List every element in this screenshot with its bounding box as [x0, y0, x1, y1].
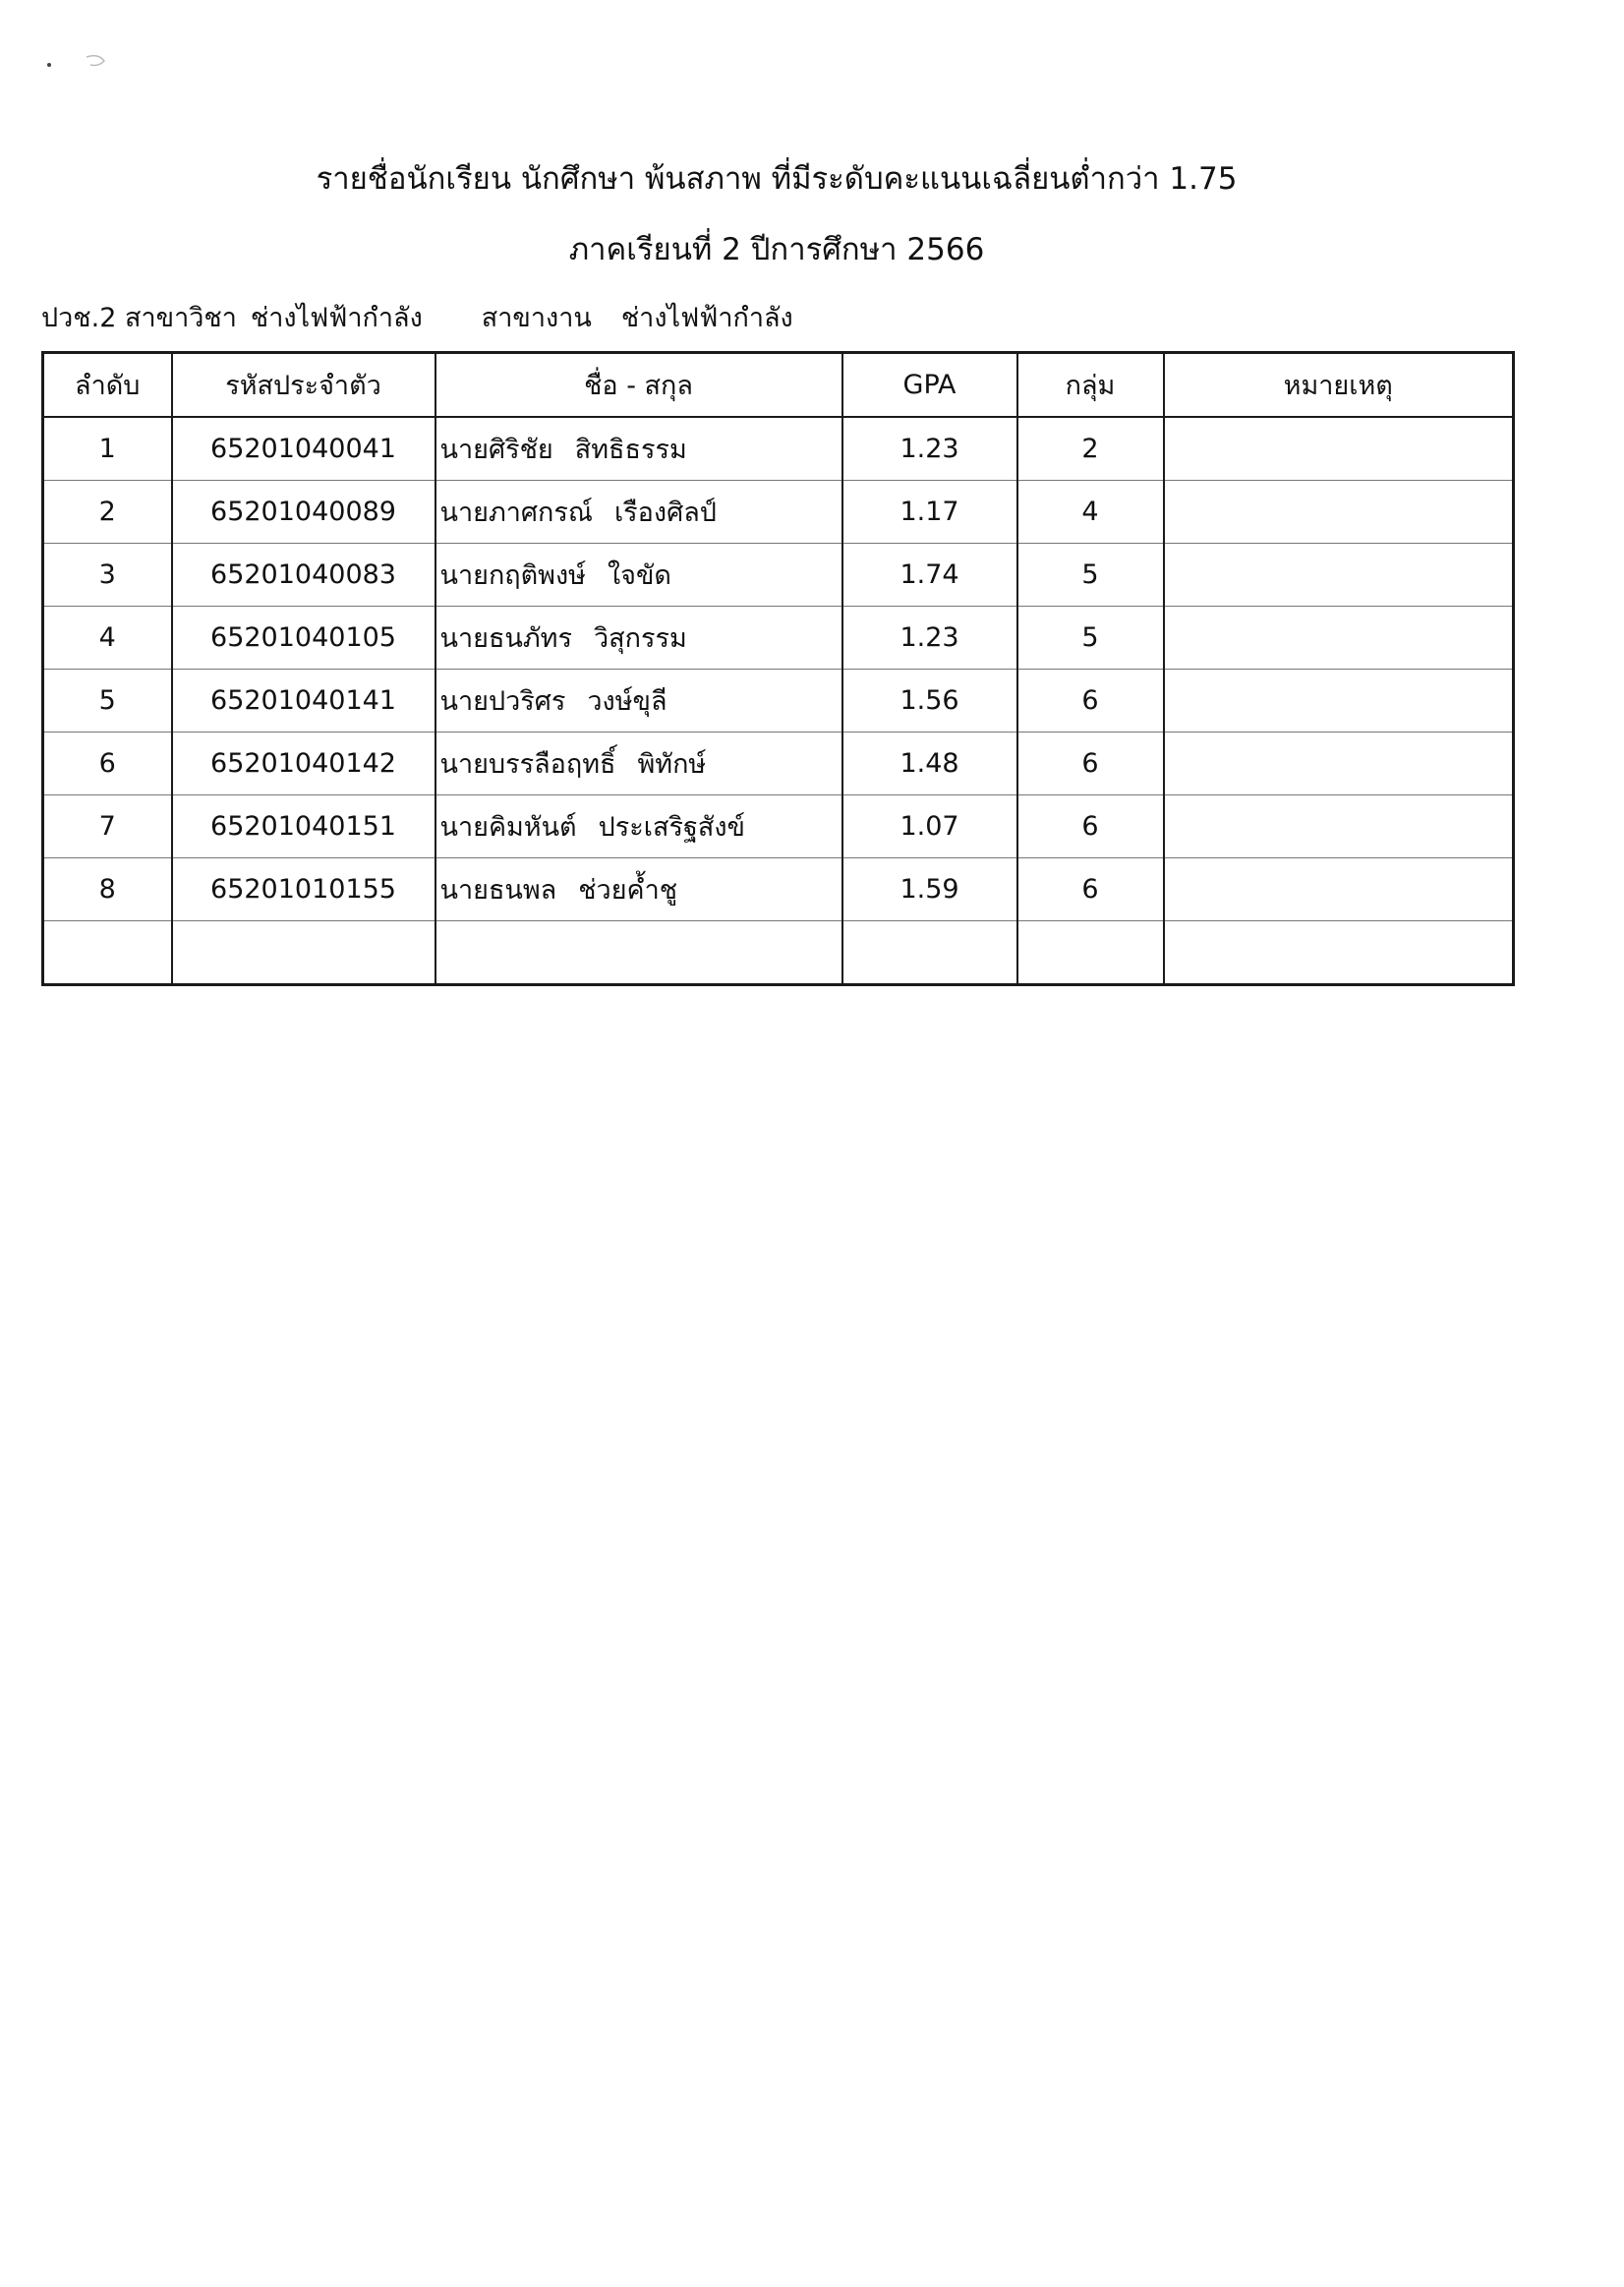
cell-first-name: นายคิมหันต์ [439, 812, 577, 843]
cell-gpa [842, 921, 1017, 985]
table-row-empty [43, 921, 1514, 985]
cell-group: 6 [1017, 858, 1164, 921]
cell-remark [1164, 921, 1514, 985]
cell-first-name: นายภาศกรณ์ [439, 498, 593, 528]
cell-name [435, 670, 842, 733]
cell-gpa: 1.07 [842, 795, 1017, 858]
cell-gpa: 1.48 [842, 733, 1017, 795]
table-row [43, 544, 1514, 607]
cell-last-name: ใจขัด [607, 560, 671, 591]
cell-gpa: 1.56 [842, 670, 1017, 733]
cell-first-name: นายปวริศร [439, 686, 566, 717]
cell-order [43, 921, 172, 985]
cell-last-name: พิทักษ์ [637, 749, 707, 780]
cell-last-name: สิทธิธรรม [574, 435, 687, 465]
cell-gpa: 1.23 [842, 417, 1017, 481]
table-row [43, 481, 1514, 544]
cell-group [1017, 921, 1164, 985]
cell-remark [1164, 670, 1514, 733]
program-field-value: ช่างไฟฟ้ากำลัง [250, 303, 423, 333]
cell-remark [1164, 858, 1514, 921]
cell-last-name: ช่วยค้ำชู [578, 875, 678, 906]
cell-name [435, 795, 842, 858]
cell-group: 6 [1017, 733, 1164, 795]
cell-remark [1164, 733, 1514, 795]
table-row [43, 858, 1514, 921]
student-table [41, 351, 1515, 986]
cell-student-id: 65201040089 [172, 481, 435, 544]
table-row [43, 417, 1514, 481]
cell-remark [1164, 607, 1514, 670]
cell-student-id: 65201010155 [172, 858, 435, 921]
cell-remark [1164, 481, 1514, 544]
table-row [43, 670, 1514, 733]
cell-name [435, 733, 842, 795]
cell-first-name: นายธนพล [439, 875, 557, 906]
cell-order: 1 [43, 417, 172, 481]
table-row [43, 733, 1514, 795]
cell-student-id: 65201040041 [172, 417, 435, 481]
cell-order: 5 [43, 670, 172, 733]
table-header-row [43, 353, 1514, 418]
header-order: ลำดับ [43, 353, 172, 418]
cell-group: 6 [1017, 670, 1164, 733]
cell-group: 2 [1017, 417, 1164, 481]
document-title: รายชื่อนักเรียน นักศึกษา พ้นสภาพ ที่มีระดับคะแนนเฉลี่ยนต่ำกว่า 1.75 [316, 161, 1238, 197]
cell-gpa: 1.74 [842, 544, 1017, 607]
cell-student-id [172, 921, 435, 985]
cell-gpa: 1.23 [842, 607, 1017, 670]
cell-name [435, 417, 842, 481]
cell-order: 3 [43, 544, 172, 607]
cell-first-name: นายบรรลือฤทธิ์ [439, 749, 616, 780]
header-remark: หมายเหตุ [1164, 353, 1514, 418]
cell-gpa: 1.59 [842, 858, 1017, 921]
cell-order: 4 [43, 607, 172, 670]
cell-gpa: 1.17 [842, 481, 1017, 544]
program-level: ปวช.2 [41, 303, 117, 333]
cell-last-name: วงษ์ขุลี [587, 686, 667, 717]
cell-last-name: เรืองศิลป์ [613, 498, 717, 528]
cell-student-id: 65201040105 [172, 607, 435, 670]
table-row [43, 607, 1514, 670]
cell-student-id: 65201040151 [172, 795, 435, 858]
cell-last-name: วิสุกรรม [593, 623, 687, 654]
program-info [41, 301, 793, 336]
cell-order: 2 [43, 481, 172, 544]
header-name: ชื่อ - สกุล [435, 353, 842, 418]
cell-student-id: 65201040142 [172, 733, 435, 795]
cell-name [435, 481, 842, 544]
header-gpa: GPA [842, 353, 1017, 418]
cell-student-id: 65201040141 [172, 670, 435, 733]
cell-name [435, 544, 842, 607]
cell-name [435, 921, 842, 985]
table-row [43, 795, 1514, 858]
cell-group: 5 [1017, 607, 1164, 670]
program-major-label: สาขางาน [481, 303, 592, 333]
cell-group: 4 [1017, 481, 1164, 544]
cell-remark [1164, 795, 1514, 858]
cell-student-id: 65201040083 [172, 544, 435, 607]
cell-order: 7 [43, 795, 172, 858]
cell-remark [1164, 417, 1514, 481]
cell-last-name: ประเสริฐสังข์ [598, 812, 745, 843]
document-subtitle: ภาคเรียนที่ 2 ปีการศึกษา 2566 [568, 232, 985, 267]
header-group: กลุ่ม [1017, 353, 1164, 418]
cell-order: 6 [43, 733, 172, 795]
cell-group: 5 [1017, 544, 1164, 607]
cell-name [435, 858, 842, 921]
cell-first-name: นายศิริชัย [439, 435, 553, 465]
cell-name [435, 607, 842, 670]
program-major-value: ช่างไฟฟ้ากำลัง [620, 303, 793, 333]
scan-artifact-mark [39, 51, 108, 71]
program-field-label: สาขาวิชา [124, 303, 237, 333]
cell-first-name: นายกฤติพงษ์ [439, 560, 586, 591]
cell-order: 8 [43, 858, 172, 921]
cell-first-name: นายธนภัทร [439, 623, 572, 654]
cell-group: 6 [1017, 795, 1164, 858]
header-student-id: รหัสประจำตัว [172, 353, 435, 418]
cell-remark [1164, 544, 1514, 607]
